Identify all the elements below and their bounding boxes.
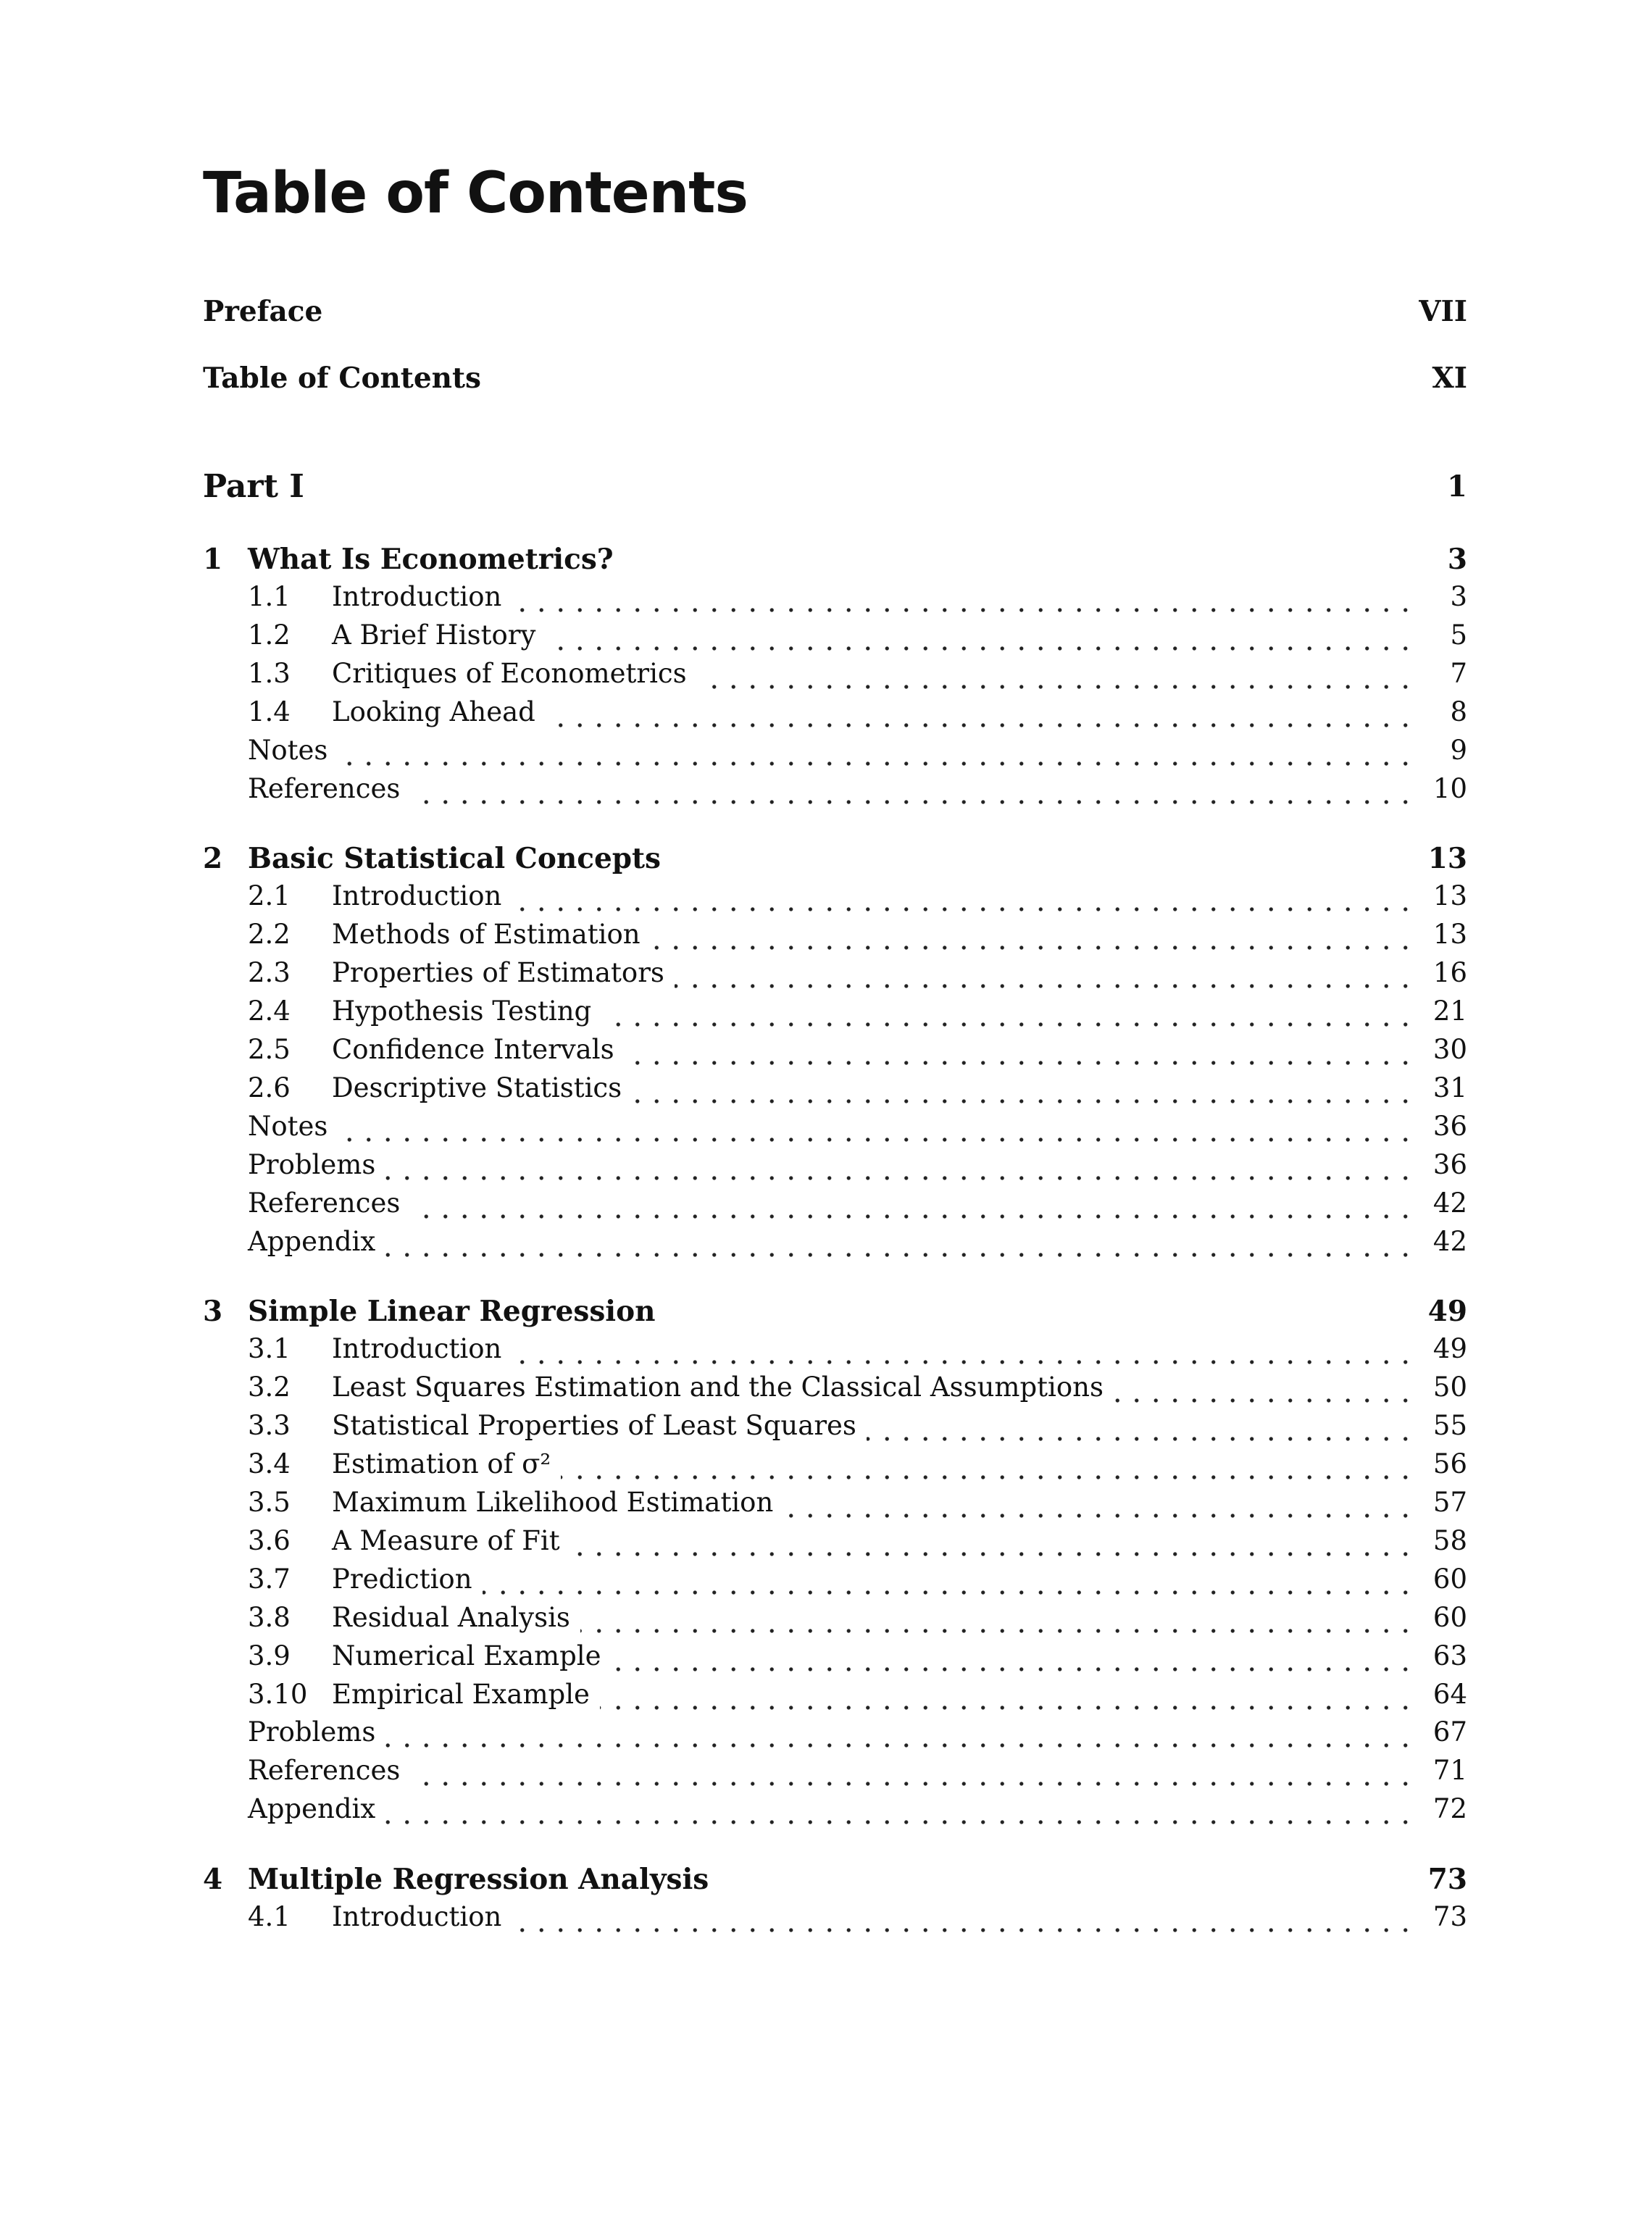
extra-title: Appendix	[248, 1793, 376, 1825]
dot-leader	[612, 1637, 1415, 1675]
section-page: 55	[1432, 1410, 1467, 1442]
dot-leader	[570, 1522, 1415, 1560]
dot-leader	[512, 1898, 1415, 1936]
dot-leader	[546, 693, 1415, 731]
chapter-heading[interactable]	[203, 1861, 1467, 1898]
section-number: 1.1	[248, 581, 291, 612]
toc-section-entry[interactable]	[203, 693, 1467, 731]
section-number: 3.3	[248, 1410, 291, 1442]
section-title: Numerical Example	[332, 1640, 601, 1671]
extra-page: 9	[1450, 734, 1467, 766]
dot-leader	[512, 1330, 1415, 1368]
page-title: Table of Contents	[203, 161, 748, 226]
dot-leader	[783, 1484, 1415, 1521]
dot-leader	[338, 732, 1415, 769]
dot-leader	[385, 1790, 1415, 1828]
section-page: 5	[1450, 619, 1467, 651]
section-page: 16	[1432, 957, 1467, 989]
toc-section-entry[interactable]	[203, 617, 1467, 654]
section-number: 3.4	[248, 1448, 291, 1480]
part-title: Part I	[203, 468, 304, 505]
section-page: 60	[1432, 1601, 1467, 1633]
extra-page: 42	[1432, 1187, 1467, 1219]
extra-title: References	[248, 772, 401, 804]
section-title: Prediction	[332, 1563, 472, 1595]
toc-section-entry[interactable]	[203, 1637, 1467, 1675]
section-number: 2.4	[248, 995, 291, 1027]
dot-leader	[385, 1713, 1415, 1751]
section-number: 2.2	[248, 919, 291, 951]
extra-title: References	[248, 1187, 401, 1219]
extra-title: Appendix	[248, 1225, 376, 1257]
dot-leader	[601, 993, 1415, 1030]
chapter-page: 49	[1427, 1295, 1467, 1329]
section-title: Least Squares Estimation and the Classical Assumptions	[332, 1372, 1104, 1403]
chapter-title: What Is Econometrics?	[248, 543, 614, 576]
extra-page: 71	[1432, 1755, 1467, 1787]
section-title: Estimation of σ²	[332, 1448, 551, 1480]
chapter-number: 4	[203, 1863, 223, 1897]
entry-page: VII	[1419, 295, 1467, 328]
dot-leader	[410, 770, 1415, 808]
toc-section-entry[interactable]	[203, 916, 1467, 953]
extra-page: 36	[1432, 1110, 1467, 1142]
toc-section-entry[interactable]	[203, 1031, 1467, 1069]
section-number: 2.1	[248, 880, 291, 912]
front-matter-entry[interactable]	[203, 359, 1467, 397]
section-number: 3.2	[248, 1372, 291, 1403]
section-title: Introduction	[332, 1901, 502, 1933]
dot-leader	[385, 1146, 1415, 1184]
toc-extra-entry[interactable]	[203, 1185, 1467, 1222]
section-number: 3.5	[248, 1487, 291, 1518]
section-title: Properties of Estimators	[332, 957, 664, 989]
dot-leader	[697, 655, 1415, 693]
toc-extra-entry[interactable]	[203, 1223, 1467, 1261]
section-page: 8	[1450, 696, 1467, 727]
section-number: 3.7	[248, 1563, 291, 1595]
dot-leader	[385, 1223, 1415, 1261]
section-title: Introduction	[332, 581, 502, 612]
dot-leader	[561, 1445, 1415, 1483]
dot-leader	[632, 1069, 1415, 1107]
section-number: 1.3	[248, 657, 291, 689]
section-title: Hypothesis Testing	[332, 995, 592, 1027]
extra-page: 42	[1432, 1225, 1467, 1257]
toc-section-entry[interactable]	[203, 1330, 1467, 1368]
toc-section-entry[interactable]	[203, 1069, 1467, 1107]
section-title: Methods of Estimation	[332, 919, 641, 951]
section-number: 1.4	[248, 696, 291, 727]
extra-page: 10	[1432, 772, 1467, 804]
toc-section-entry[interactable]	[203, 1898, 1467, 1936]
section-number: 3.8	[248, 1601, 291, 1633]
dot-leader	[651, 916, 1415, 953]
toc-section-entry[interactable]	[203, 1445, 1467, 1483]
dot-leader	[512, 578, 1415, 616]
chapter-number: 1	[203, 543, 223, 576]
section-title: Statistical Properties of Least Squares	[332, 1410, 856, 1442]
section-title: Descriptive Statistics	[332, 1072, 622, 1103]
chapter-heading[interactable]	[203, 840, 1467, 877]
section-page: 60	[1432, 1563, 1467, 1595]
dot-leader	[625, 1031, 1415, 1069]
section-title: Residual Analysis	[332, 1601, 570, 1633]
section-title: Introduction	[332, 1333, 502, 1365]
toc-section-entry[interactable]	[203, 1484, 1467, 1521]
section-page: 64	[1432, 1678, 1467, 1710]
toc-section-entry[interactable]	[203, 877, 1467, 915]
toc-section-entry[interactable]	[203, 1407, 1467, 1445]
chapter-heading[interactable]	[203, 1293, 1467, 1330]
dot-leader	[580, 1599, 1415, 1637]
toc-section-entry[interactable]	[203, 1676, 1467, 1713]
toc-section-entry[interactable]	[203, 1369, 1467, 1406]
dot-leader	[338, 1108, 1415, 1145]
toc-extra-entry[interactable]	[203, 1146, 1467, 1184]
toc-section-entry[interactable]	[203, 655, 1467, 693]
toc-section-entry[interactable]	[203, 578, 1467, 616]
toc-extra-entry[interactable]	[203, 770, 1467, 808]
section-title: Maximum Likelihood Estimation	[332, 1487, 774, 1518]
section-number: 3.9	[248, 1640, 291, 1671]
entry-page: XI	[1432, 362, 1467, 395]
part-heading[interactable]	[203, 468, 1467, 506]
toc-section-entry[interactable]	[203, 1522, 1467, 1560]
section-page: 13	[1432, 880, 1467, 912]
section-page: 57	[1432, 1487, 1467, 1518]
section-title: A Measure of Fit	[332, 1524, 560, 1556]
extra-title: Notes	[248, 1110, 328, 1142]
section-page: 3	[1450, 581, 1467, 612]
extra-title: References	[248, 1755, 401, 1787]
dot-leader	[1114, 1369, 1415, 1406]
section-page: 58	[1432, 1524, 1467, 1556]
extra-page: 72	[1432, 1793, 1467, 1825]
chapter-title: Simple Linear Regression	[248, 1295, 656, 1329]
section-title: Looking Ahead	[332, 696, 535, 727]
section-page: 31	[1432, 1072, 1467, 1103]
section-title: Critiques of Econometrics	[332, 657, 687, 689]
section-page: 56	[1432, 1448, 1467, 1480]
toc-extra-entry[interactable]	[203, 732, 1467, 769]
extra-title: Problems	[248, 1148, 376, 1180]
entry-title: Table of Contents	[203, 362, 481, 395]
extra-title: Problems	[248, 1716, 376, 1748]
dot-leader	[410, 1752, 1415, 1790]
section-number: 3.6	[248, 1524, 291, 1556]
section-page: 49	[1432, 1333, 1467, 1365]
chapter-number: 3	[203, 1295, 223, 1329]
toc-section-entry[interactable]	[203, 954, 1467, 992]
chapter-title: Multiple Regression Analysis	[248, 1863, 709, 1897]
chapter-heading[interactable]	[203, 540, 1467, 578]
section-page: 7	[1450, 657, 1467, 689]
extra-page: 36	[1432, 1148, 1467, 1180]
section-number: 3.10	[248, 1678, 308, 1710]
section-page: 73	[1432, 1901, 1467, 1933]
toc-extra-entry[interactable]	[203, 1713, 1467, 1751]
section-number: 2.6	[248, 1072, 291, 1103]
dot-leader	[546, 617, 1415, 654]
section-number: 2.3	[248, 957, 291, 989]
section-title: A Brief History	[332, 619, 536, 651]
section-page: 63	[1432, 1640, 1467, 1671]
section-page: 21	[1432, 995, 1467, 1027]
section-title: Introduction	[332, 880, 502, 912]
chapter-page: 3	[1447, 543, 1467, 576]
section-number: 3.1	[248, 1333, 291, 1365]
section-title: Confidence Intervals	[332, 1034, 614, 1065]
toc-extra-entry[interactable]	[203, 1108, 1467, 1145]
toc-section-entry[interactable]	[203, 993, 1467, 1030]
extra-title: Notes	[248, 734, 328, 766]
section-number: 2.5	[248, 1034, 291, 1065]
chapter-title: Basic Statistical Concepts	[248, 842, 662, 876]
dot-leader	[512, 877, 1415, 915]
dot-leader	[483, 1561, 1415, 1598]
toc-section-entry[interactable]	[203, 1599, 1467, 1637]
part-page: 1	[1447, 469, 1467, 504]
dot-leader	[410, 1185, 1415, 1222]
extra-page: 67	[1432, 1716, 1467, 1748]
chapter-number: 2	[203, 842, 223, 876]
section-number: 1.2	[248, 619, 291, 651]
section-page: 50	[1432, 1372, 1467, 1403]
toc-extra-entry[interactable]	[203, 1752, 1467, 1790]
toc-section-entry[interactable]	[203, 1561, 1467, 1598]
section-title: Empirical Example	[332, 1678, 590, 1710]
section-number: 4.1	[248, 1901, 291, 1933]
dot-leader	[600, 1676, 1415, 1713]
dot-leader	[675, 954, 1415, 992]
chapter-page: 73	[1427, 1863, 1467, 1897]
front-matter-entry[interactable]	[203, 293, 1467, 330]
chapter-page: 13	[1427, 842, 1467, 876]
entry-title: Preface	[203, 295, 323, 328]
dot-leader	[867, 1407, 1415, 1445]
section-page: 13	[1432, 919, 1467, 951]
section-page: 30	[1432, 1034, 1467, 1065]
toc-extra-entry[interactable]	[203, 1790, 1467, 1828]
